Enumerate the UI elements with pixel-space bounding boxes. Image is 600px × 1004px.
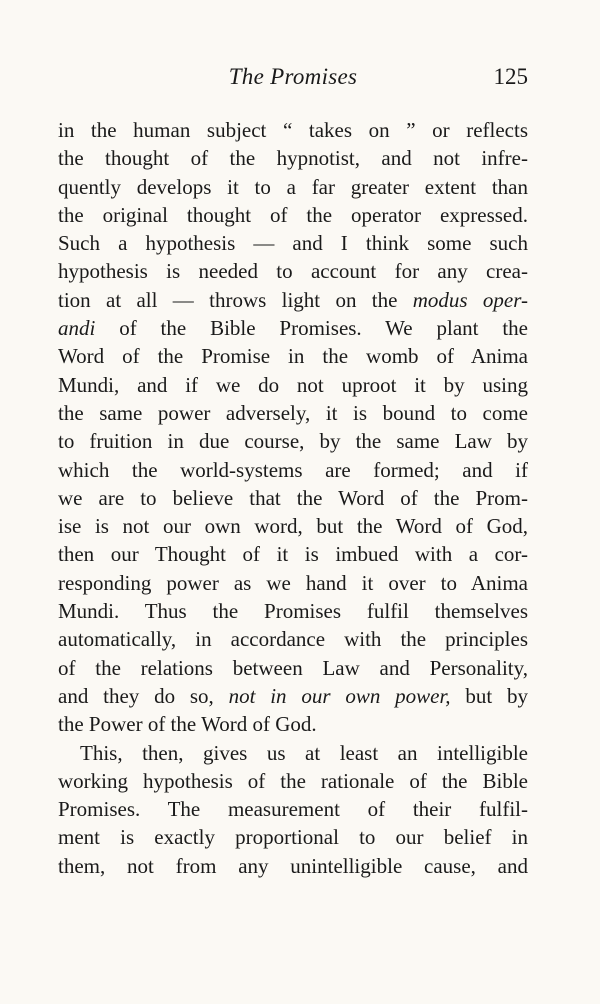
text-line: the Power of the Word of God. <box>58 712 317 737</box>
text-line: the original thought of the operator expressed. <box>58 202 528 227</box>
text-line <box>58 286 528 314</box>
italic-phrase: modus oper- <box>412 287 528 312</box>
text-line: responding power as we hand it over to Anima <box>58 570 528 595</box>
body-text <box>58 116 528 880</box>
text-line <box>58 314 528 342</box>
page-number: 125 <box>493 64 528 89</box>
text-segment: tion at all — throws light on the <box>58 287 413 312</box>
text-line: Mundi. Thus the Promises fulfil themselves <box>58 599 528 624</box>
text-line: the thought of the hypnotist, and not infre- <box>58 146 528 171</box>
text-line: quently develops it to a far greater extent than <box>58 174 528 199</box>
paragraph <box>58 739 528 880</box>
text-line: we are to believe that the Word of the Prom- <box>58 485 528 510</box>
text-line: working hypothesis of the rationale of the Bible <box>58 768 528 793</box>
text-line: Promises. The measurement of their fulfil- <box>58 797 528 822</box>
text-segment: but by <box>450 683 528 708</box>
paragraph <box>58 116 528 739</box>
text-line: Mundi, and if we do not uproot it by using <box>58 372 528 397</box>
text-segment: of the Bible Promises. We plant the <box>95 316 528 341</box>
text-line: then our Thought of it is imbued with a cor- <box>58 542 528 567</box>
text-line: to fruition in due course, by the same Law by <box>58 429 528 454</box>
text-line: Such a hypothesis — and I think some such <box>58 231 528 256</box>
text-line: automatically, in accordance with the principles <box>58 627 528 652</box>
text-line: hypothesis is needed to account for any crea- <box>58 259 528 284</box>
italic-phrase: andi <box>58 316 96 341</box>
text-line: Word of the Promise in the womb of Anima <box>58 344 528 369</box>
text-segment: and they do so, <box>58 683 229 708</box>
running-title: The Promises <box>228 64 358 89</box>
text-line: This, then, gives us at least an intelligible <box>80 740 528 765</box>
text-line: ment is exactly proportional to our belief in <box>58 825 528 850</box>
italic-phrase: not in our own power, <box>228 683 451 708</box>
text-line: the same power adversely, it is bound to come <box>58 400 528 425</box>
running-head <box>58 64 528 98</box>
text-line: of the relations between Law and Personality, <box>58 655 528 680</box>
text-line: in the human subject “ takes on ” or reflects <box>58 118 528 142</box>
text-line: ise is not our own word, but the Word of God, <box>58 514 528 539</box>
text-line: which the world-systems are formed; and if <box>58 457 528 482</box>
text-line: them, not from any unintelligible cause, and <box>58 853 528 878</box>
text-line <box>58 682 528 710</box>
